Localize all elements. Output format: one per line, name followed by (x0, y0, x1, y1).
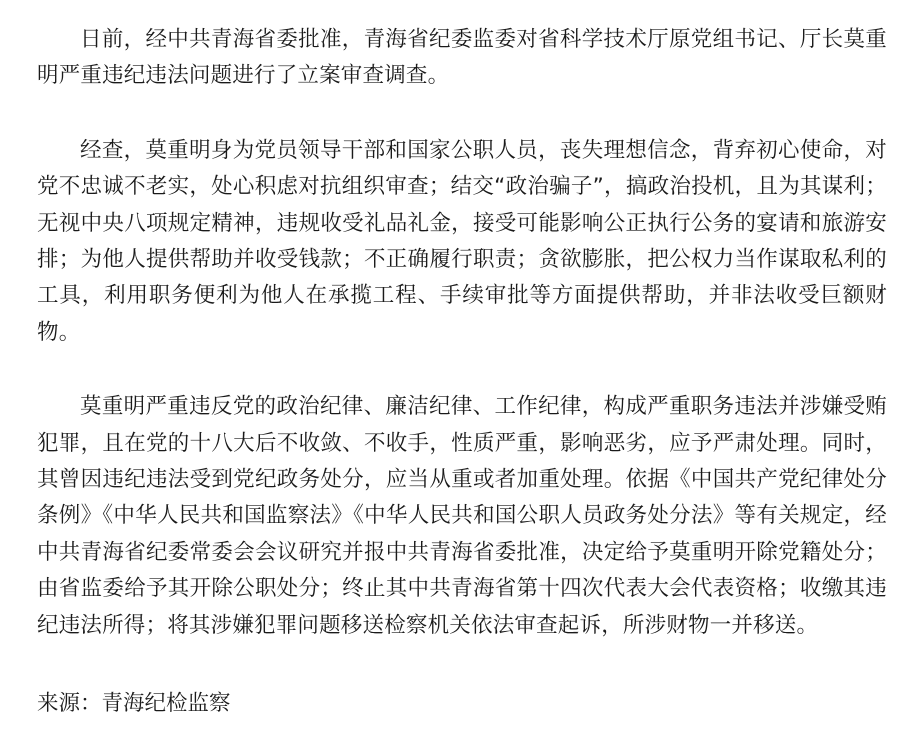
source-line: 来源：青海纪检监察 (37, 691, 231, 716)
paragraph-intro: 日前，经中共青海省委批准，青海省纪委监委对省科学技术厅原党组书记、厅长莫重明严重违纪违法问题进行了立案审查调查。 (37, 27, 887, 89)
paragraph-decision: 莫重明严重违反党的政治纪律、廉洁纪律、工作纪律，构成严重职务违法并涉嫌受贿犯罪，且在党的十八大后不收敛、不收手，性质严重，影响恶劣，应予严肃处理。同时，其曾因违纪违法受到党纪政务处分，应当从重或者加重处理。依据《中国共产党纪律处分条例》《中华人民共和国监察法》《中华人民共和国公职人员政务处分法》等有关规定，经中共青海省纪委常委会会议研究并报中共青海省委批准，决定给予莫重明开除党籍处分；由省监委给予其开除公职处分；终止其中共青海省第十四次代表大会代表资格；收缴其违纪违法所得；将其涉嫌犯罪问题移送检察机关依法审查起诉，所涉财物一并移送。 (37, 394, 887, 638)
paragraph-findings: 经查，莫重明身为党员领导干部和国家公职人员，丧失理想信念，背弃初心使命，对党不忠诚不老实，处心积虑对抗组织审查；结交“政治骗子”，搞政治投机，且为其谋利；无视中央八项规定精神，违规收受礼品礼金，接受可能影响公正执行公务的宴请和旅游安排；为他人提供帮助并收受钱款；不正确履行职责；贪欲膨胀，把公权力当作谋取私利的工具，利用职务便利为他人在承揽工程、手续审批等方面提供帮助，并非法收受巨额财物。 (37, 137, 887, 345)
article-body (37, 22, 887, 682)
